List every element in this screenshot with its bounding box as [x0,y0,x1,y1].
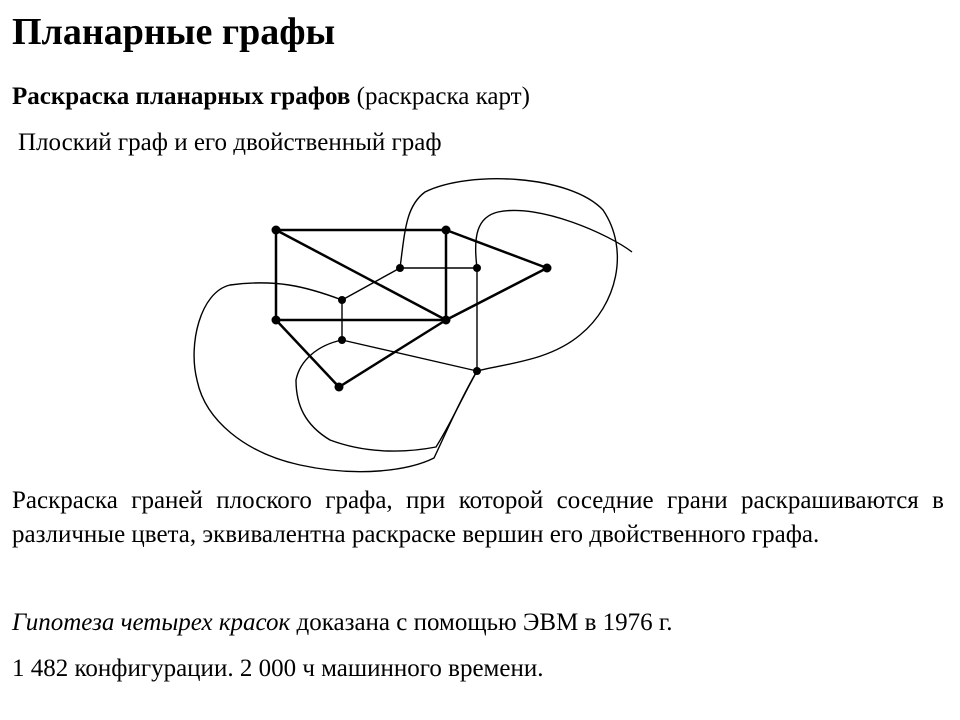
subtitle-rest: (раскраска карт) [350,83,530,110]
plane-edge [446,268,547,320]
plane-edge [276,230,446,320]
plane-edge [276,320,339,387]
plane-edge [339,320,446,387]
dual-curve-outer-right [400,179,617,371]
four-color-proof: доказана с помощью ЭВМ в 1976 г. [290,609,673,636]
dual-curve-outer-left [194,283,477,472]
plane-edge [446,230,547,268]
dual-edge [342,268,400,300]
plane-vertex [543,264,552,273]
four-color-line [12,608,673,638]
dual-edge [342,340,477,371]
dual-vertex [396,264,404,272]
dual-vertex [473,264,481,272]
dual-vertex [338,296,346,304]
plane-vertex [272,226,281,235]
four-color-hypothesis: Гипотеза четырех красок [12,609,291,636]
dual-curves [194,179,632,472]
stats-line: 1 482 конфигурации. 2 000 ч машинного времени. [12,655,544,682]
plane-graph [276,230,547,387]
plane-vertex [442,226,451,235]
plane-vertex [272,316,281,325]
coloring-paragraph: Раскраска граней плоского графа, при которой соседние грани раскрашиваются в различные цвета, эквивалентна раскраске вершин его двойственного графа. [12,487,944,548]
plane-vertex [335,383,344,392]
dual-vertex [338,336,346,344]
slide-title: Планарные графы [12,11,336,53]
plane-vertex [442,316,451,325]
diagram-caption: Плоский граф и его двойственный граф [18,129,442,156]
dual-vertex [473,367,481,375]
subtitle-bold: Раскраска планарных графов [12,83,351,110]
